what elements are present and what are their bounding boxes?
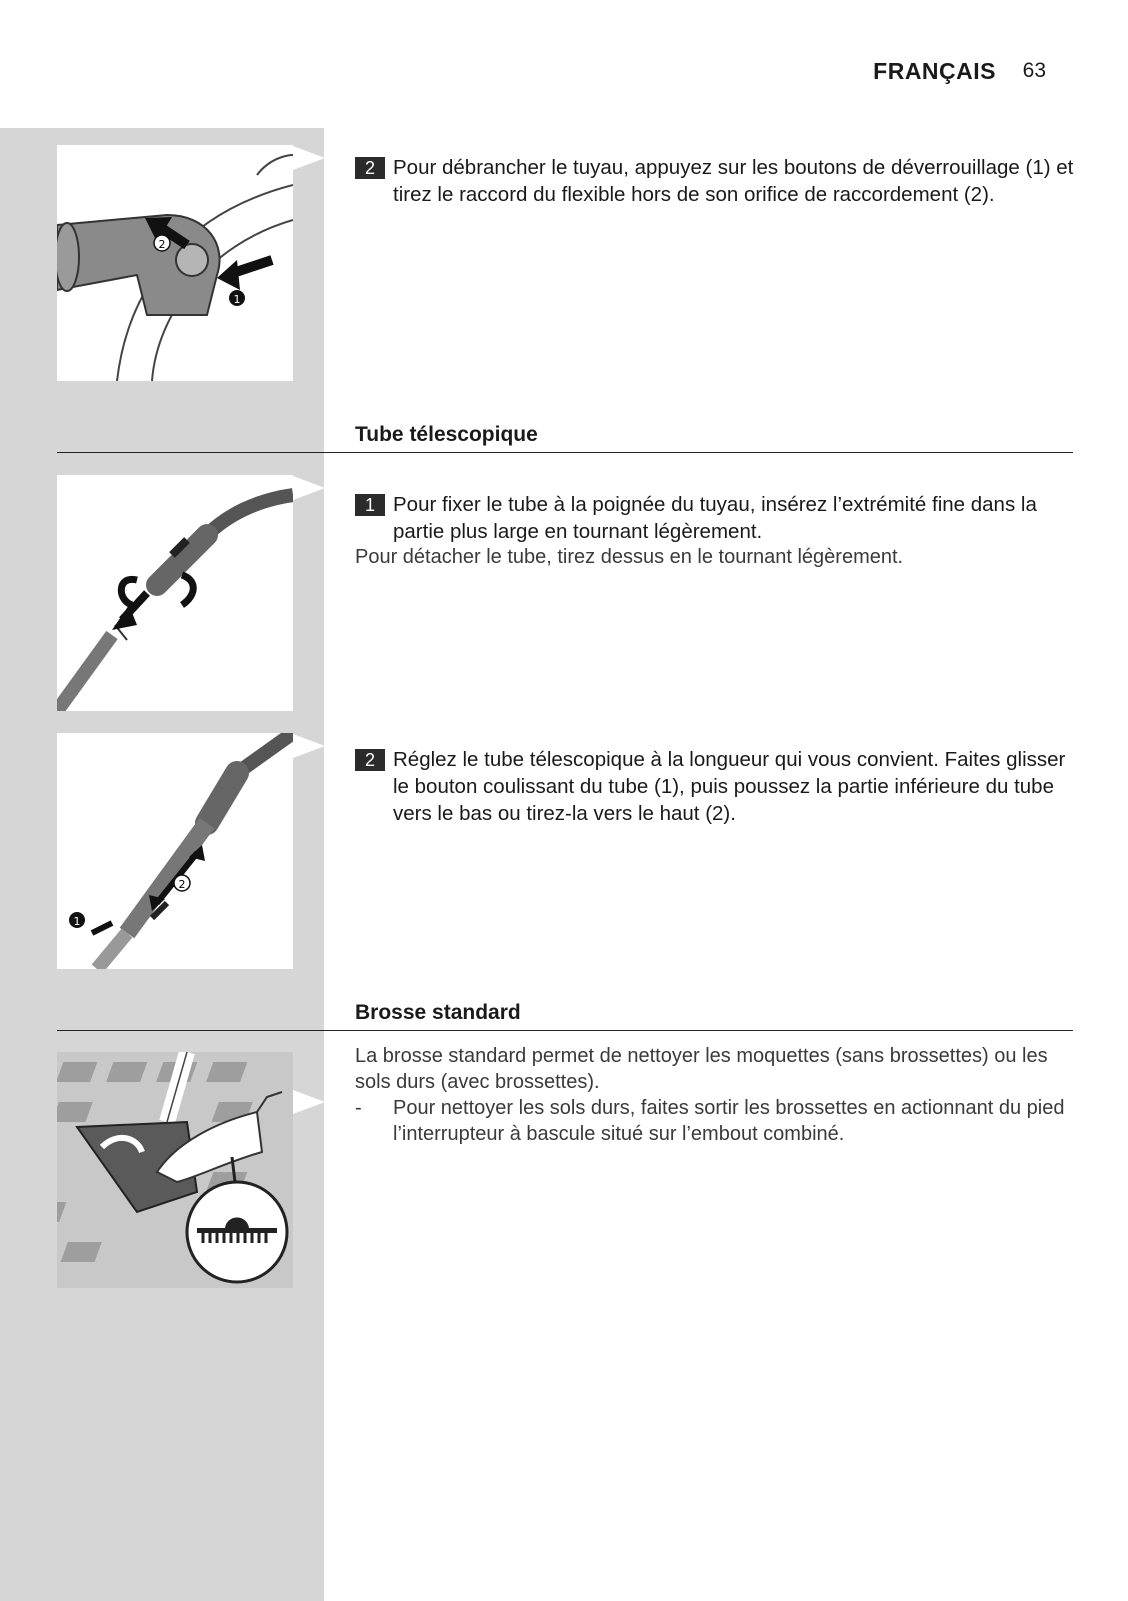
figure-pointer xyxy=(293,476,325,500)
brush-intro: La brosse standard permet de nettoyer les moquettes (sans brossettes) ou les sols durs (avec brossettes). xyxy=(355,1045,1048,1093)
step-hose-disconnect xyxy=(355,154,1075,208)
step-text: Pour fixer le tube à la poignée du tuyau, insérez l’extrémité fine dans la partie plus large en tournant légèrement. xyxy=(393,493,1037,543)
figure-pointer xyxy=(293,1090,325,1114)
page-number: 63 xyxy=(1022,59,1046,82)
tube-adjust-illustration xyxy=(57,733,293,969)
step-text: Pour débrancher le tuyau, appuyez sur les boutons de déverrouillage (1) et tirez le raccord du flexible hors de son orifice de raccordement (2). xyxy=(393,156,1074,206)
language-header: FRANÇAIS xyxy=(873,58,996,84)
step-number: 2 xyxy=(355,157,385,179)
section-title-brush: Brosse standard xyxy=(355,1001,521,1024)
step-number: 2 xyxy=(355,749,385,771)
fig1-label-2: 2 xyxy=(158,238,166,251)
detach-note: Pour détacher le tube, tirez dessus en le tournant légèrement. xyxy=(355,546,904,568)
bullet-text: Pour nettoyer les sols durs, faites sortir les brossettes en actionnant du pied l’interrupteur à bascule situé sur l’embout combiné. xyxy=(393,1097,1065,1145)
section-divider xyxy=(57,452,1073,453)
figure-pointer xyxy=(293,734,325,758)
step-text: Réglez le tube télescopique à la longueur qui vous convient. Faites glisser le bouton coulissant du tube (1), puis poussez la partie inférieure du tube vers le bas ou tirez-la vers le haut (2). xyxy=(393,748,1066,825)
tube-attach-illustration xyxy=(57,475,293,711)
step-number: 1 xyxy=(355,494,385,516)
brush-bullet xyxy=(355,1095,1075,1147)
brush-illustration xyxy=(57,1052,293,1288)
section-divider xyxy=(57,1030,1073,1031)
bullet-dash: - xyxy=(355,1097,362,1119)
fig1-label-1: 1 xyxy=(233,293,241,306)
step-adjust-tube xyxy=(355,746,1075,827)
fig3-label-2: 2 xyxy=(178,878,186,891)
step-attach-tube xyxy=(355,491,1075,545)
hose-disconnect-illustration xyxy=(57,145,293,381)
section-title-telescopic: Tube télescopique xyxy=(355,423,538,446)
figure-pointer xyxy=(293,146,325,170)
fig3-label-1: 1 xyxy=(73,915,81,928)
